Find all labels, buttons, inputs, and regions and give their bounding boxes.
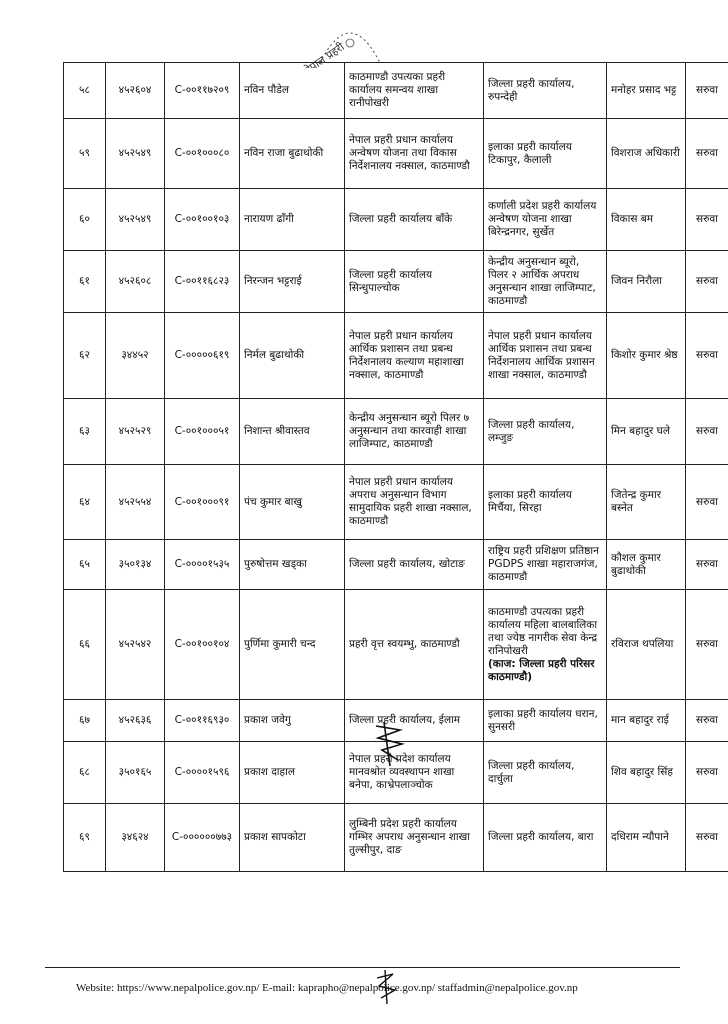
cell-code-text: C-००११६९३० — [174, 714, 230, 726]
cell-to — [484, 313, 607, 399]
cell-sn-text: ५९ — [79, 147, 90, 159]
cell-id-text: ४५२६३६ — [118, 714, 152, 726]
cell-to-text: इलाका प्रहरी कार्यालय टिकापुर, कैलाली — [488, 140, 572, 166]
cell-name-text: नविन पौडेल — [244, 84, 289, 96]
cell-id-text: ४५२५५४ — [118, 495, 152, 508]
cell-code — [165, 63, 240, 119]
cell-type — [686, 590, 728, 700]
cell-type-text: सरुवा — [696, 425, 718, 437]
cell-code-text: C-००१००१०३ — [174, 213, 230, 225]
cell-type-text: सरुवा — [696, 638, 718, 650]
cell-code — [165, 119, 240, 189]
cell-to-text: जिल्ला प्रहरी कार्यालय, बारा — [488, 831, 594, 843]
cell-approver — [607, 119, 686, 189]
cell-to — [484, 189, 607, 251]
cell-name — [240, 540, 345, 590]
cell-to-text: कर्णाली प्रदेश प्रहरी कार्यालय अन्वेषण योजना शाखा बिरेन्द्रनगर, सुर्खेत — [488, 200, 597, 238]
cell-to — [484, 590, 607, 700]
cell-type-text: सरुवा — [696, 558, 718, 570]
cell-sn — [64, 251, 106, 313]
cell-to — [484, 251, 607, 313]
cell-id-text: ४५२५२९ — [118, 425, 152, 437]
cell-approver-text: शिव बहादुर सिंह — [611, 766, 673, 778]
cell-type-text: सरुवा — [696, 714, 718, 726]
cell-from — [345, 540, 484, 590]
cell-name-text: पुरुषोत्तम खड्का — [244, 558, 307, 570]
cell-sn — [64, 742, 106, 804]
cell-type-text: सरुवा — [696, 495, 718, 508]
cell-approver — [607, 590, 686, 700]
footer-contact: Website: https://www.nepalpolice.gov.np/ E-mail: kaprapho@nepalpolice.gov.np/ staffadmin@nepalpolice.gov.np — [76, 982, 578, 994]
cell-approver-text: मान बहादुर राई — [611, 714, 669, 726]
cell-to-text: राष्ट्रिय प्रहरी प्रशिक्षण प्रतिष्ठान PGDPS शाखा महाराजगंज, काठमाण्डौ — [488, 545, 599, 583]
cell-id — [106, 700, 165, 742]
cell-to-text: जिल्ला प्रहरी कार्यालय, दार्चुला — [488, 759, 575, 785]
cell-from — [345, 700, 484, 742]
cell-to — [484, 540, 607, 590]
cell-type — [686, 465, 728, 540]
cell-code — [165, 399, 240, 465]
cell-sn-text: ६२ — [79, 349, 90, 361]
office-stamp — [300, 8, 400, 68]
cell-name — [240, 119, 345, 189]
cell-sn — [64, 700, 106, 742]
cell-sn — [64, 313, 106, 399]
cell-approver — [607, 313, 686, 399]
cell-code-text: C-००११७२०९ — [174, 84, 230, 96]
cell-name-text: प्रकाश सापकोटा — [244, 831, 306, 843]
cell-from — [345, 399, 484, 465]
cell-type-text: सरुवा — [696, 275, 718, 287]
cell-approver-text: कौशल कुमार बुढाथोकी — [611, 551, 661, 577]
cell-name — [240, 189, 345, 251]
cell-to — [484, 700, 607, 742]
cell-to-text: नेपाल प्रहरी प्रधान कार्यालय आर्थिक प्रशासन तथा प्रबन्ध निर्देशनालय आर्थिक प्रशासन शाखा नक्साल, काठमाण्डौ — [488, 329, 595, 381]
cell-type-text: सरुवा — [696, 84, 718, 96]
cell-approver — [607, 189, 686, 251]
cell-id — [106, 465, 165, 540]
cell-code — [165, 465, 240, 540]
cell-id — [106, 742, 165, 804]
cell-code — [165, 700, 240, 742]
cell-type — [686, 313, 728, 399]
cell-id — [106, 189, 165, 251]
cell-name-text: नविन राजा बुढाथोकी — [244, 147, 324, 159]
cell-code — [165, 540, 240, 590]
cell-code-text: C-००१००१०४ — [174, 638, 230, 650]
cell-id — [106, 590, 165, 700]
cell-approver — [607, 742, 686, 804]
cell-from-text: प्रहरी वृत्त स्वयम्भु, काठमाण्डौ — [349, 638, 460, 650]
cell-id — [106, 313, 165, 399]
cell-type-text: सरुवा — [696, 349, 718, 361]
cell-sn-text: ६८ — [79, 766, 90, 778]
cell-to-text: जिल्ला प्रहरी कार्यालय, रुपन्देही — [488, 77, 575, 103]
cell-name-text: नारायण ढाँगी — [244, 213, 294, 225]
cell-from-text: लुम्बिनी प्रदेश प्रहरी कार्यालय गम्भिर अपराध अनुसन्धान शाखा तुल्सीपुर, दाङ — [349, 818, 470, 856]
cell-code — [165, 251, 240, 313]
cell-sn — [64, 189, 106, 251]
cell-sn — [64, 465, 106, 540]
cell-code-text: C-००१०००५१ — [174, 425, 230, 437]
cell-name — [240, 700, 345, 742]
table-row — [64, 590, 728, 700]
cell-id — [106, 540, 165, 590]
cell-to-text: केन्द्रीय अनुसन्धान ब्यूरो, पिलर २ आर्थिक अपराध अनुसन्धान शाखा लाजिम्पाट, काठमाण्डौ — [488, 255, 596, 307]
cell-approver-text: मिन बहादुर घले — [611, 425, 670, 437]
cell-id — [106, 119, 165, 189]
cell-from-text: जिल्ला प्रहरी कार्यालय बाँके — [349, 213, 453, 225]
cell-approver-text: रविराज थपलिया — [611, 638, 674, 650]
table-row — [64, 399, 728, 465]
cell-from — [345, 804, 484, 872]
cell-name — [240, 742, 345, 804]
cell-id-text: ३४४५२ — [121, 349, 149, 361]
cell-to-text: इलाका प्रहरी कार्यालय धरान, सुनसरी — [488, 707, 598, 733]
cell-sn — [64, 804, 106, 872]
cell-to — [484, 399, 607, 465]
cell-from — [345, 63, 484, 119]
cell-from-text: नेपाल प्रहरी प्रधान कार्यालय अन्वेषण योजना तथा विकास निर्देशनालय नक्साल, काठमाण्डौ — [349, 134, 470, 172]
cell-type — [686, 742, 728, 804]
cell-approver-text: जिवन निरौला — [611, 275, 662, 287]
cell-name-text: निशान्त श्रीवास्तव — [244, 425, 310, 437]
cell-type-text: सरुवा — [696, 831, 718, 843]
cell-to-text: काठमाण्डौ उपत्यका प्रहरी कार्यालय महिला बालबालिका तथा ज्येष्ठ नागरीक सेवा केन्द्र रानिपोखरी — [488, 605, 598, 657]
table-row — [64, 119, 728, 189]
table-row — [64, 313, 728, 399]
cell-name — [240, 590, 345, 700]
cell-sn-text: ६५ — [79, 558, 90, 570]
cell-sn-text: ६९ — [79, 831, 90, 843]
table-row — [64, 63, 728, 119]
cell-from — [345, 465, 484, 540]
cell-from — [345, 251, 484, 313]
cell-from-text: जिल्ला प्रहरी कार्यालय सिन्धुपाल्चोक — [349, 268, 433, 294]
cell-code — [165, 313, 240, 399]
cell-type — [686, 700, 728, 742]
cell-approver — [607, 804, 686, 872]
table-row — [64, 465, 728, 540]
table-row — [64, 189, 728, 251]
cell-from — [345, 590, 484, 700]
cell-name — [240, 399, 345, 465]
cell-sn-text: ५८ — [79, 84, 90, 96]
cell-sn-text: ६४ — [79, 495, 90, 508]
cell-approver — [607, 465, 686, 540]
cell-from-text: नेपाल प्रहरी प्रदेश कार्यालय मानवश्रोत व्यवस्थापन शाखा बनेपा, काभ्रेपलाञ्चोक — [349, 753, 455, 791]
cell-code-text: C-००००००७७३ — [171, 831, 233, 843]
cell-code-text: C-००१०००९१ — [174, 495, 230, 508]
cell-name-text: पंच कुमार बाखु — [244, 495, 302, 508]
cell-id-text: ४५२६०४ — [118, 84, 152, 96]
table-row — [64, 804, 728, 872]
stamp-text: नेपाल प्रहरी — [301, 40, 347, 68]
cell-name — [240, 251, 345, 313]
cell-code-text: C-००००१५३५ — [174, 558, 230, 570]
cell-from-text: जिल्ला प्रहरी कार्यालय, खोटाङ — [349, 558, 465, 570]
cell-id-text: ४५२५४२ — [118, 638, 152, 650]
cell-sn-text: ६३ — [79, 425, 90, 437]
cell-name — [240, 804, 345, 872]
cell-type — [686, 804, 728, 872]
table-row — [64, 540, 728, 590]
cell-name — [240, 465, 345, 540]
cell-type-text: सरुवा — [696, 147, 718, 159]
cell-name — [240, 313, 345, 399]
cell-code-text: C-००००१५९६ — [174, 766, 230, 778]
cell-from-text: जिल्ला प्रहरी कार्यालय, ईलाम — [349, 714, 461, 726]
cell-approver — [607, 63, 686, 119]
cell-approver-text: जितेन्द्र कुमार बस्नेत — [611, 489, 662, 514]
cell-id-text: ३५०१३४ — [118, 558, 152, 570]
cell-sn-text: ६१ — [79, 275, 90, 287]
cell-type — [686, 119, 728, 189]
cell-approver-text: विकास बम — [611, 213, 654, 225]
cell-from-text: केन्द्रीय अनुसन्धान ब्यूरो पिलर ७ अनुसन्धान तथा कारवाही शाखा लाजिम्पाट, काठमाण्डौ — [349, 412, 470, 450]
cell-id — [106, 251, 165, 313]
cell-code-text: C-०००००६१९ — [174, 349, 230, 361]
cell-from — [345, 119, 484, 189]
cell-to — [484, 63, 607, 119]
cell-name-text: निर्मल बुढाथोकी — [244, 349, 305, 361]
cell-id — [106, 804, 165, 872]
cell-sn — [64, 590, 106, 700]
cell-code — [165, 189, 240, 251]
cell-to-note: (काज: जिल्ला प्रहरी परिसर काठमाण्डौ) — [488, 657, 595, 683]
cell-from — [345, 189, 484, 251]
cell-code — [165, 804, 240, 872]
signature — [370, 720, 408, 768]
cell-to — [484, 742, 607, 804]
cell-code — [165, 590, 240, 700]
cell-from — [345, 313, 484, 399]
cell-sn-text: ६६ — [79, 638, 90, 650]
cell-type — [686, 63, 728, 119]
cell-name — [240, 63, 345, 119]
cell-to-text: इलाका प्रहरी कार्यालय मिर्चैया, सिरहा — [488, 489, 572, 514]
cell-sn — [64, 119, 106, 189]
cell-sn-text: ६७ — [79, 714, 90, 726]
cell-type-text: सरुवा — [696, 213, 718, 225]
cell-approver-text: मनोहर प्रसाद भट्ट — [611, 84, 677, 96]
cell-approver-text: दधिराम न्यौपाने — [611, 831, 669, 843]
cell-name-text: प्रकाश जवेगु — [244, 714, 291, 726]
cell-sn — [64, 540, 106, 590]
cell-approver — [607, 540, 686, 590]
cell-from — [345, 742, 484, 804]
cell-approver — [607, 700, 686, 742]
cell-to — [484, 465, 607, 540]
cell-from-text: नेपाल प्रहरी प्रधान कार्यालय अपराध अनुसन्धान विभाग सामुदायिक प्रहरी शाखा नक्साल, काठमाण्डौ — [349, 476, 472, 527]
cell-approver-text: विशराज अधिकारी — [611, 147, 680, 159]
cell-approver-text: किशोर कुमार श्रेष्ठ — [611, 349, 678, 361]
cell-from-text: नेपाल प्रहरी प्रधान कार्यालय आर्थिक प्रशासन तथा प्रबन्ध निर्देशनालय कल्याण महाशाखा नक्साल, काठमाण्डौ — [349, 329, 464, 381]
cell-name-text: प्रकाश दाहाल — [244, 766, 295, 778]
cell-to — [484, 119, 607, 189]
cell-id-text: ४५२५४९ — [118, 213, 152, 225]
cell-type-text: सरुवा — [696, 766, 718, 778]
cell-id-text: ३४६२४ — [121, 831, 149, 843]
cell-id-text: ३५०१६५ — [118, 766, 152, 778]
cell-approver — [607, 399, 686, 465]
cell-code-text: C-००११६८२३ — [174, 275, 230, 287]
cell-to-text: जिल्ला प्रहरी कार्यालय, लम्जुङ — [488, 418, 575, 444]
footer-signature — [373, 968, 399, 1006]
cell-code — [165, 742, 240, 804]
cell-sn — [64, 63, 106, 119]
cell-name-text: निरन्जन भट्टराई — [244, 275, 302, 287]
cell-from-text: काठमाण्डौ उपत्यका प्रहरी कार्यालय समन्वय शाखा रानीपोखरी — [349, 71, 446, 109]
cell-id-text: ४५२५४९ — [118, 147, 152, 159]
cell-id-text: ४५२६०८ — [118, 275, 152, 287]
cell-id — [106, 399, 165, 465]
cell-type — [686, 251, 728, 313]
cell-type — [686, 189, 728, 251]
cell-name-text: पुर्णिमा कुमारी चन्द — [244, 638, 316, 650]
cell-type — [686, 399, 728, 465]
cell-to — [484, 804, 607, 872]
cell-sn-text: ६० — [79, 213, 90, 225]
cell-id — [106, 63, 165, 119]
cell-type — [686, 540, 728, 590]
cell-code-text: C-००१०००८० — [174, 147, 230, 159]
table-row — [64, 251, 728, 313]
cell-approver — [607, 251, 686, 313]
cell-sn — [64, 399, 106, 465]
footer-divider — [45, 967, 680, 968]
